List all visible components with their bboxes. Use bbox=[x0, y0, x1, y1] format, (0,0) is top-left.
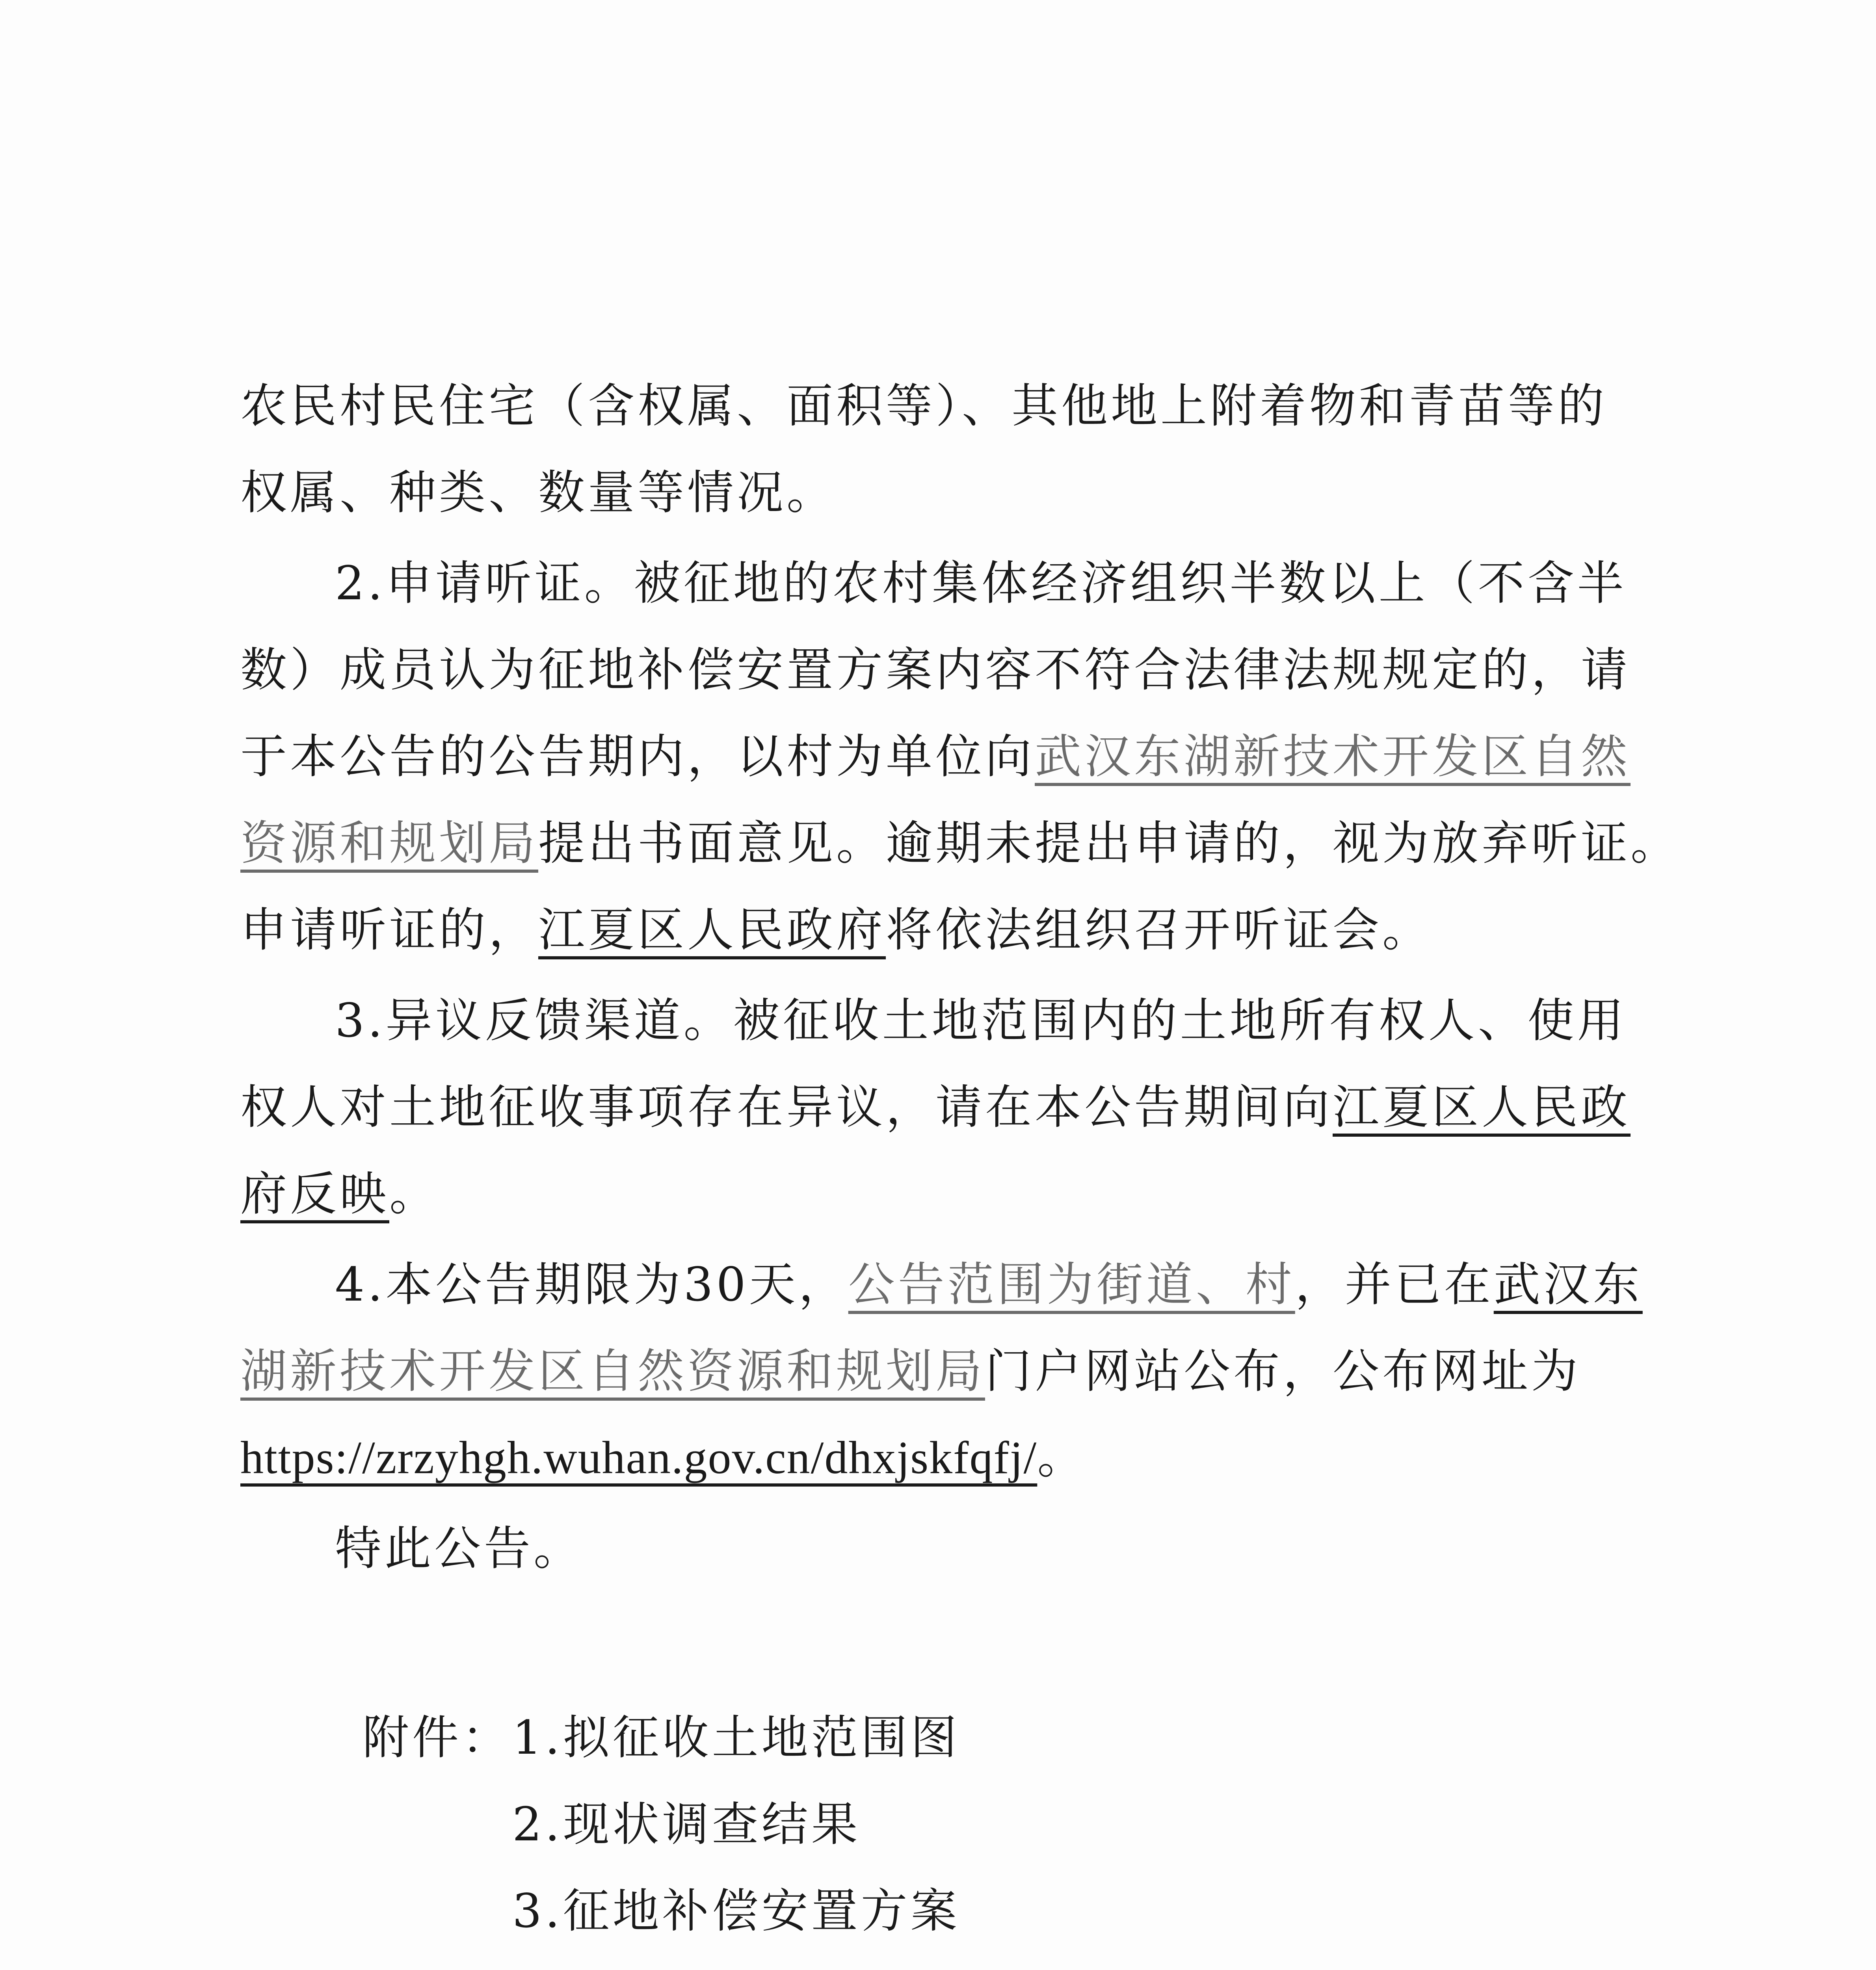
underlined-org-name: 武汉东湖新技术开发区自然 bbox=[1035, 729, 1631, 784]
paragraph-0-line-2 bbox=[240, 461, 836, 524]
paragraph-3-line-3 bbox=[240, 1426, 1084, 1489]
paragraph-0-line-1 bbox=[240, 374, 1607, 437]
paragraph-2-line-3 bbox=[240, 1162, 439, 1225]
closing-line bbox=[335, 1517, 583, 1580]
paragraph-2-line-2 bbox=[240, 1076, 1631, 1139]
text: 数）成员认为征地补偿安置方案内容不符合法律法规规定的，请 bbox=[240, 643, 1631, 697]
text: 2.申请听证。被征地的农村集体经济组织半数以上（不含半 bbox=[335, 556, 1627, 610]
paragraph-3-line-1 bbox=[335, 1253, 1643, 1316]
text: 将依法组织召开听证会。 bbox=[886, 903, 1432, 957]
text: 4.本公告期限为30天， bbox=[335, 1257, 848, 1312]
underlined-org-name: 武汉东 bbox=[1493, 1257, 1643, 1312]
text: 门户网站公布，公布网址为 bbox=[985, 1344, 1581, 1398]
underlined-org-name: 资源和规划局 bbox=[240, 816, 539, 870]
attachment-item-3: 3.征地补偿安置方案 bbox=[512, 1884, 960, 1938]
attachment-item-1: 1.拟征收土地范围图 bbox=[512, 1710, 960, 1765]
underlined-org-name: 江夏区人民政 bbox=[1333, 1080, 1631, 1134]
text: 提出书面意见。逾期未提出申请的，视为放弃听证。 bbox=[538, 816, 1681, 870]
text: 申请听证的， bbox=[240, 903, 539, 957]
text: 。 bbox=[389, 1167, 439, 1221]
paragraph-1-line-2 bbox=[240, 638, 1631, 701]
paragraph-2-line-1 bbox=[335, 989, 1627, 1052]
text: 农民村民住宅（含权属、面积等）、其他地上附着物和青苗等的 bbox=[240, 379, 1608, 433]
paragraph-3-line-2 bbox=[240, 1340, 1581, 1403]
text: 。 bbox=[1037, 1432, 1085, 1483]
text: 权属、种类、数量等情况。 bbox=[240, 465, 837, 520]
attachment-item-2: 2.现状调查结果 bbox=[512, 1797, 861, 1851]
text: 权人对土地征收事项存在异议，请在本公告期间向 bbox=[240, 1080, 1333, 1134]
text: ，并已在 bbox=[1295, 1257, 1494, 1312]
attachments-label: 附件： bbox=[363, 1710, 512, 1765]
paragraph-1-line-5 bbox=[240, 898, 1432, 961]
text: 于本公告的公告期内，以村为单位向 bbox=[240, 729, 1035, 784]
underlined-org-name: 江夏区人民政府 bbox=[538, 903, 886, 957]
paragraph-1-line-1 bbox=[335, 552, 1627, 615]
paragraph-1-line-4 bbox=[240, 812, 1680, 875]
underlined-org-name: 湖新技术开发区自然资源和规划局 bbox=[240, 1344, 985, 1398]
underlined-text: 府反映 bbox=[240, 1167, 390, 1221]
paragraph-1-line-3 bbox=[240, 725, 1631, 788]
closing-text: 特此公告。 bbox=[335, 1521, 584, 1576]
website-link[interactable]: https://zrzyhgh.wuhan.gov.cn/dhxjskfqfj/ bbox=[240, 1432, 1037, 1483]
text: 3.异议反馈渠道。被征收土地范围内的土地所有权人、使用 bbox=[335, 993, 1627, 1048]
underlined-scope: 公告范围为街道、村 bbox=[848, 1257, 1295, 1312]
